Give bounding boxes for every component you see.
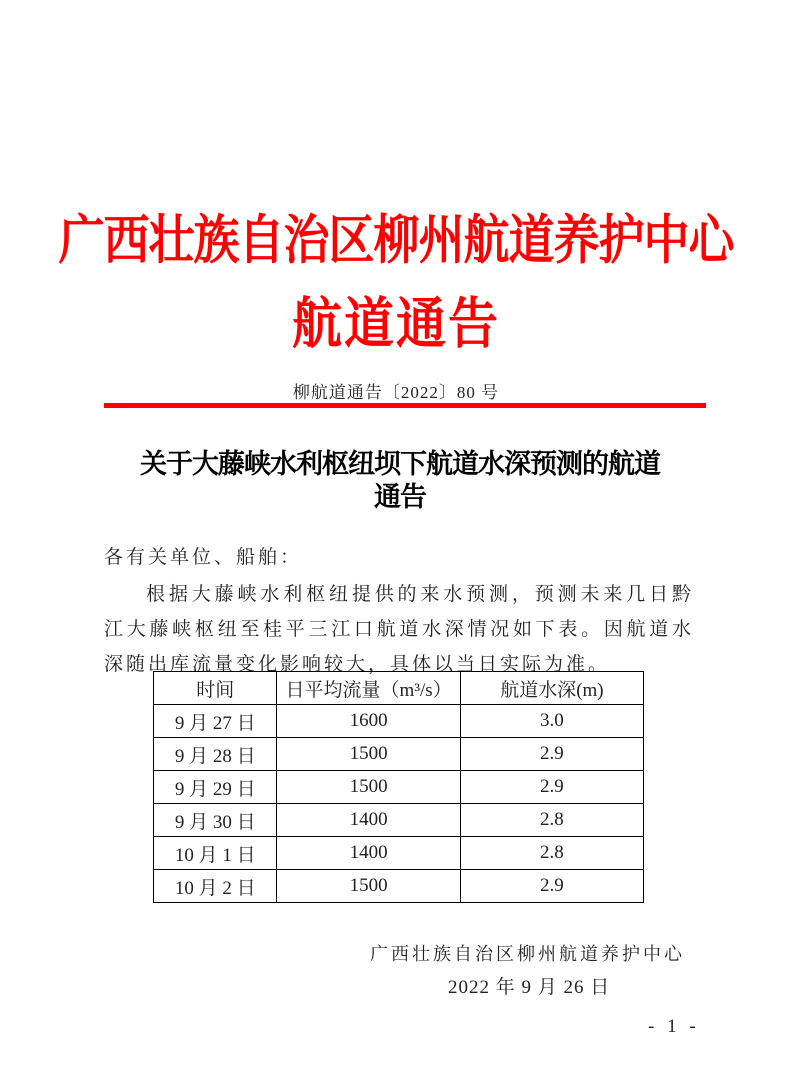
table-header-row <box>154 672 644 705</box>
subject-line-2: 通告 <box>374 482 426 513</box>
page-number: - 1 - <box>648 1016 700 1037</box>
table-row <box>154 804 644 837</box>
cell-depth: 2.9 <box>460 738 643 771</box>
header-depth: 航道水深(m) <box>460 672 643 705</box>
notice-subject <box>100 448 700 514</box>
cell-depth: 2.9 <box>460 870 643 903</box>
table-row <box>154 870 644 903</box>
cell-date: 9 月 27 日 <box>154 705 277 738</box>
water-depth-forecast-table <box>153 671 644 903</box>
subject-line-1: 关于大藤峡水利枢纽坝下航道水深预测的航道 <box>140 449 660 480</box>
cell-flow: 1500 <box>277 870 460 903</box>
cell-flow: 1500 <box>277 771 460 804</box>
cell-flow: 1400 <box>277 804 460 837</box>
cell-depth: 2.8 <box>460 804 643 837</box>
cell-depth: 2.8 <box>460 837 643 870</box>
cell-flow: 1400 <box>277 837 460 870</box>
cell-date: 10 月 2 日 <box>154 870 277 903</box>
doc-type-title: 航道通告 <box>292 291 500 356</box>
body-paragraph: 根据大藤峡水利枢纽提供的来水预测，预测未来几日黔江大藤峡枢纽至桂平三江口航道水深情况如下表。因航道水深随出库流量变化影响较大，具体以当日实际为准。 <box>104 583 694 675</box>
red-divider-rule <box>104 403 706 408</box>
table-row <box>154 705 644 738</box>
cell-date: 10 月 1 日 <box>154 837 277 870</box>
table-row <box>154 837 644 870</box>
salutation: 各有关单位、船舶： <box>104 546 303 568</box>
cell-depth: 3.0 <box>460 705 643 738</box>
cell-date: 9 月 28 日 <box>154 738 277 771</box>
cell-depth: 2.9 <box>460 771 643 804</box>
cell-flow: 1600 <box>277 705 460 738</box>
doc-number: 柳航道通告〔2022〕80 号 <box>292 383 500 402</box>
table-row <box>154 738 644 771</box>
header-flow: 日平均流量（m³/s） <box>277 672 460 705</box>
signature-date: 2022 年 9 月 26 日 <box>448 977 611 998</box>
table-row <box>154 771 644 804</box>
org-title: 广西壮族自治区柳州航道养护中心 <box>58 208 734 271</box>
signature-org: 广西壮族自治区柳州航道养护中心 <box>370 944 685 965</box>
cell-date: 9 月 30 日 <box>154 804 277 837</box>
cell-flow: 1500 <box>277 738 460 771</box>
header-date: 时间 <box>154 672 277 705</box>
cell-date: 9 月 29 日 <box>154 771 277 804</box>
